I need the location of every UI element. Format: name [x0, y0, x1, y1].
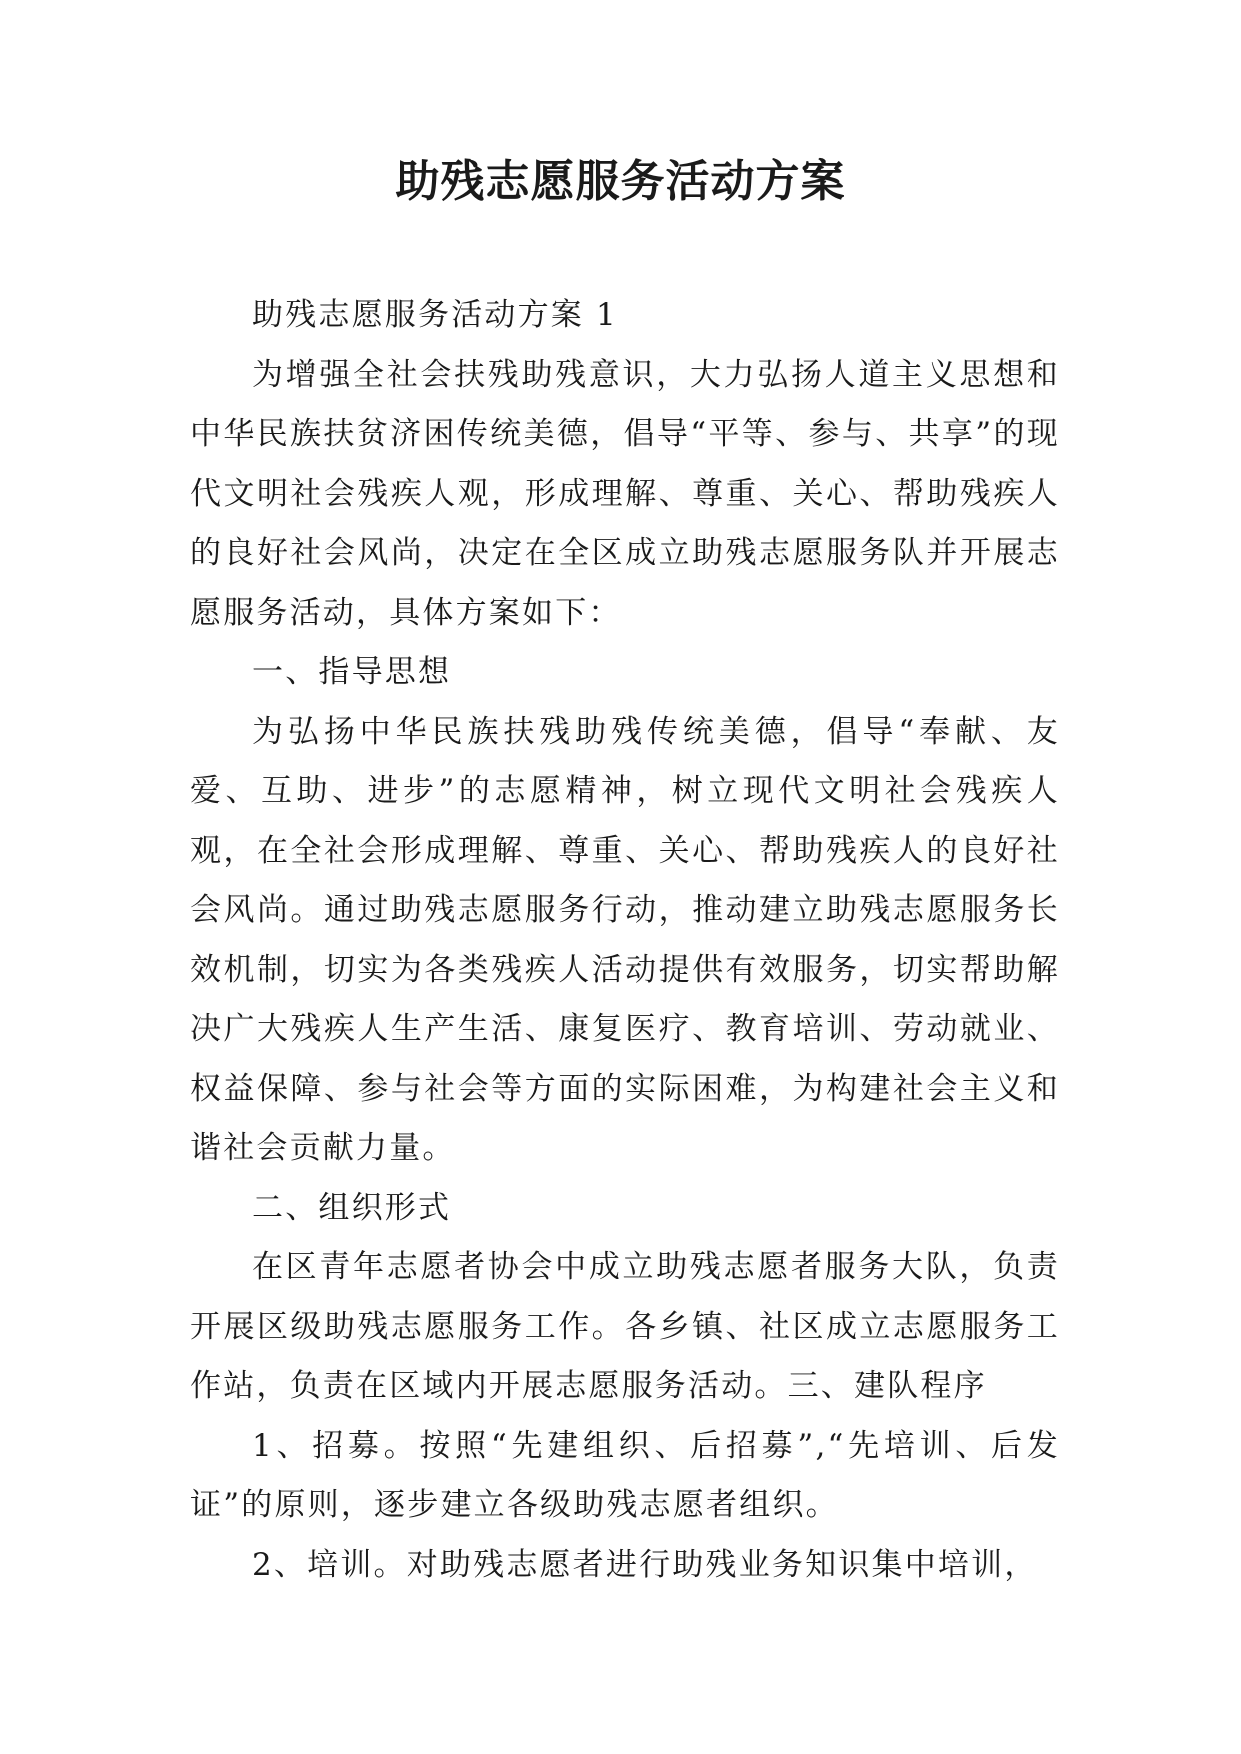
training-paragraph: 2、培训。对助残志愿者进行助残业务知识集中培训， [252, 1546, 1038, 1583]
section-heading-organization: 二、组织形式 [252, 1189, 452, 1226]
organization-paragraph: 在区青年志愿者协会中成立助残志愿者服务大队，负责开展区级助残志愿服务工作。各乡镇、社区成立志愿服务工作站，负责在区域内开展志愿服务活动。三、建队程序 [190, 1249, 1060, 1404]
recruitment-paragraph: 1、招募。按照“先建组织、后招募”,“先培训、后发证”的原则，逐步建立各级助残志愿者组织。 [190, 1427, 1060, 1523]
guiding-ideology-paragraph: 为弘扬中华民族扶残助残传统美德，倡导“奉献、友爱、互助、进步”的志愿精神，树立现代文明社会残疾人观，在全社会形成理解、尊重、关心、帮助残疾人的良好社会风尚。通过助残志愿服务行动，推动建立助残志愿服务长效机制，切实为各类残疾人活动提供有效服务，切实帮助解决广大残疾人生产生活、康复医疗、教育培训、劳动就业、权益保障、参与社会等方面的实际困难，为构建社会主义和谐社会贡献力量。 [190, 713, 1060, 1166]
intro-paragraph: 为增强全社会扶残助残意识，大力弘扬人道主义思想和中华民族扶贫济困传统美德，倡导“平等、参与、共享”的现代文明社会残疾人观，形成理解、尊重、关心、帮助残疾人的良好社会风尚，决定在全区成立助残志愿服务队并开展志愿服务活动，具体方案如下： [190, 356, 1060, 631]
section-heading-plan-1: 助残志愿服务活动方案 1 [252, 297, 618, 333]
document-body [190, 286, 1060, 1595]
document-title: 助残志愿服务活动方案 [395, 156, 846, 207]
section-heading-guiding-ideology: 一、指导思想 [252, 654, 452, 690]
